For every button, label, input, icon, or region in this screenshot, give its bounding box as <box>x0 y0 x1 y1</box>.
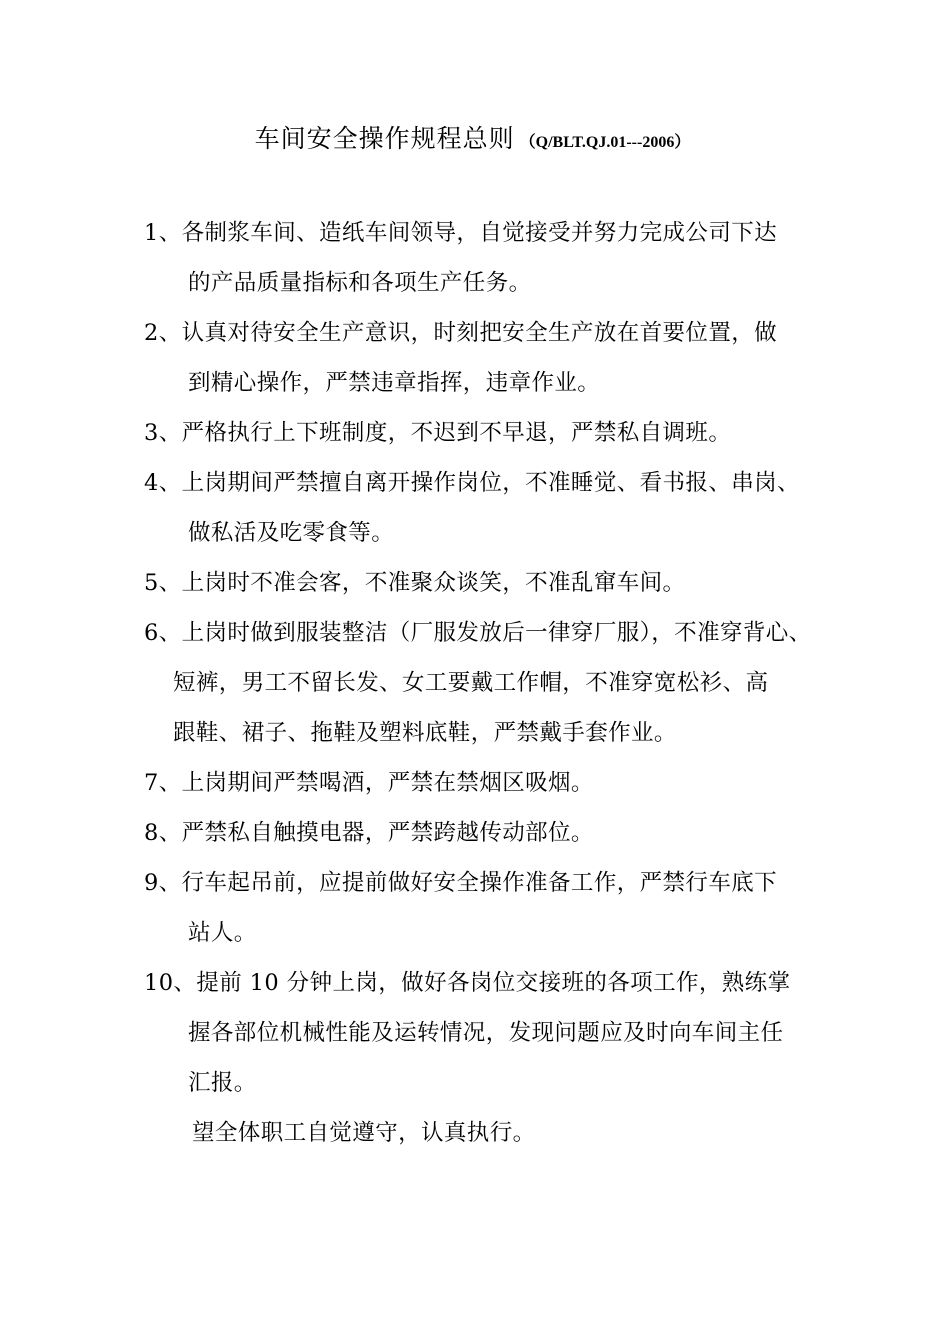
rule-6-line-3: 跟鞋、裙子、拖鞋及塑料底鞋，严禁戴手套作业。 <box>173 720 677 746</box>
rule-6-line-1: 6、上岗时做到服装整洁（厂服发放后一律穿厂服），不准穿背心、 <box>144 620 812 646</box>
rule-2-line-2: 到精心操作，严禁违章指挥，违章作业。 <box>188 370 601 396</box>
title-text: 车间安全操作规程总则 <box>254 124 515 153</box>
rule-8-line-1: 8、严禁私自触摸电器，严禁跨越传动部位。 <box>144 820 594 846</box>
rule-10-line-1: 10、提前 10 分钟上岗，做好各岗位交接班的各项工作，熟练掌 <box>144 970 791 996</box>
rule-4-line-2: 做私活及吃零食等。 <box>188 520 395 546</box>
rule-4-line-1: 4、上岗期间严禁擅自离开操作岗位，不准睡觉、看书报、串岗、 <box>144 470 800 496</box>
rule-9-line-2: 站人。 <box>188 920 257 946</box>
rule-9-line-1: 9、行车起吊前，应提前做好安全操作准备工作，严禁行车底下 <box>144 870 778 896</box>
closing-statement: 望全体职工自觉遵守，认真执行。 <box>192 1120 536 1146</box>
rule-7-line-1: 7、上岗期间严禁喝酒，严禁在禁烟区吸烟。 <box>144 770 594 796</box>
rule-1-line-2: 的产品质量指标和各项生产任务。 <box>188 270 532 296</box>
rule-10-line-3: 汇报。 <box>188 1070 257 1096</box>
rule-6-line-2: 短裤，男工不留长发、女工要戴工作帽，不准穿宽松衫、高 <box>173 670 769 696</box>
rule-2-line-1: 2、认真对待安全生产意识，时刻把安全生产放在首要位置，做 <box>144 320 778 346</box>
rule-3-line-1: 3、严格执行上下班制度，不迟到不早退，严禁私自调班。 <box>144 420 732 446</box>
rule-1-line-1: 1、各制浆车间、造纸车间领导，自觉接受并努力完成公司下达 <box>144 220 778 246</box>
document-code: （Q/BLT.QJ.01---2006） <box>519 134 691 151</box>
rule-10-line-2: 握各部位机械性能及运转情况，发现问题应及时向车间主任 <box>188 1020 784 1046</box>
document-title <box>0 119 950 155</box>
rule-5-line-1: 5、上岗时不准会客，不准聚众谈笑，不准乱窜车间。 <box>144 570 686 596</box>
